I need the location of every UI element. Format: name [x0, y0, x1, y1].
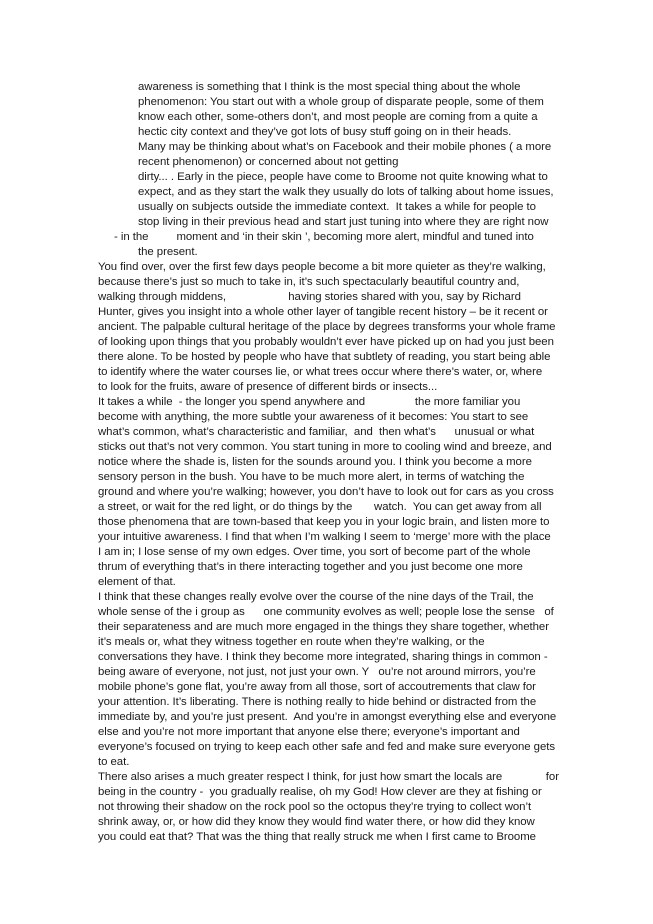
- text-line: a street, or wait for the red light, or do things by the watch. You can get away from all: [98, 501, 542, 513]
- text-line: stop living in their previous head and start just tuning into where they are right now: [138, 216, 549, 228]
- text-line: sensory person in the bush. You have to be much more alert, in terms of watching the: [98, 471, 525, 483]
- text-line: hectic city context and they’ve got lots of busy stuff going on in their heads.: [138, 126, 512, 138]
- text-line: being in the country - you gradually realise, oh my God! How clever are they at fishing or: [98, 786, 542, 798]
- text-line: notice where the shade is, listen for the sounds around you. I think you become a more: [98, 456, 532, 468]
- text-line: what’s common, what’s characteristic and familiar, and then what’s unusual or what: [98, 426, 535, 438]
- text-line: usually on subjects outside the immediate context. It takes a while for people to: [138, 201, 536, 213]
- text-line: thrum of everything that’s in there interacting together and you just become one more: [98, 561, 523, 573]
- text-line: because there’s just so much to take in, it’s such spectacularly beautiful country and,: [98, 276, 520, 288]
- text-line: become with anything, the more subtle your awareness of it becomes: You start to see: [98, 411, 529, 423]
- text-line: ancient. The palpable cultural heritage of the place by degrees transforms your whole frame: [98, 321, 556, 333]
- text-line: ground and where you’re walking; however, you don’t have to look out for cars as you cross: [98, 486, 554, 498]
- text-line: dirty... . Early in the piece, people have come to Broome not quite knowing what to: [138, 171, 548, 183]
- text-line: - in the moment and ‘in their skin ’, becoming more alert, mindful and tuned into: [114, 231, 534, 243]
- text-line: immediate by, and you’re just present. And you’re in amongst everything else and everyone: [98, 711, 557, 723]
- text-line: not throwing their shadow on the rock pool so the octopus they’re trying to collect won’t: [98, 801, 532, 813]
- text-line: Hunter, gives you insight into a whole other layer of tangible recent history – be it recent or: [98, 306, 548, 318]
- text-line: I am in; I lose sense of my own edges. Over time, you sort of become part of the whole: [98, 546, 531, 558]
- text-line: the present.: [138, 246, 198, 258]
- text-line: of looking upon things that you probably wouldn’t ever have picked up on had you just been: [98, 336, 554, 348]
- text-line: conversations they have. I think they become more integrated, sharing things in common -: [98, 651, 548, 663]
- text-line: it’s meals or, what they witness together en route when they’re walking, or the: [98, 636, 485, 648]
- text-line: to eat.: [98, 756, 130, 768]
- text-line: I think that these changes really evolve over the course of the nine days of the Trail, the: [98, 591, 534, 603]
- text-line: There also arises a much greater respect I think, for just how smart the locals are for: [98, 771, 559, 783]
- text-line: recent phenomenon) or concerned about not getting: [138, 156, 399, 168]
- text-line: to look for the fruits, aware of presence of different birds or insects...: [98, 381, 438, 393]
- text-line: there alone. To be hosted by people who have that subtlety of reading, you start being able: [98, 351, 551, 363]
- text-line: whole sense of the i group as one community evolves as well; people lose the sense of: [98, 606, 554, 618]
- text-line: You find over, over the first few days people become a bit more quieter as they’re walking,: [98, 261, 546, 273]
- text-line: their separateness and are much more engaged in the things they share together, whether: [98, 621, 549, 633]
- text-line: shrink away, or, or how did they know they would find water there, or how did they know: [98, 816, 535, 828]
- text-line: you could eat that? That was the thing that really struck me when I first came to Broome: [98, 831, 536, 843]
- text-line: to identify where the water courses lie, or what trees occur where there’s water, or, where: [98, 366, 543, 378]
- text-line: element of that.: [98, 576, 176, 588]
- text-line: else and you’re not more important that anyone else there; everyone’s important and: [98, 726, 520, 738]
- text-line: being aware of everyone, not just, not just your own. Y ou’re not around mirrors, you’re: [98, 666, 536, 678]
- text-line: everyone’s focused on trying to keep each other safe and fed and make sure everyone gets: [98, 741, 556, 753]
- text-line: those phenomena that are town-based that keep you in your logic brain, and listen more to: [98, 516, 550, 528]
- text-line: awareness is something that I think is the most special thing about the whole: [138, 81, 521, 93]
- text-line: mobile phone’s gone flat, you’re away from all those, sort of accoutrements that claw for: [98, 681, 536, 693]
- text-line: expect, and as they start the walk they usually do lots of talking about home issues,: [138, 186, 554, 198]
- text-line: phenomenon: You start out with a whole group of disparate people, some of them: [138, 96, 544, 108]
- text-line: Many may be thinking about what’s on Facebook and their mobile phones ( a more: [138, 141, 552, 153]
- text-line: know each other, some-others don’t, and most people are coming from a quite a: [138, 111, 538, 123]
- text-line: your intuitive awareness. I find that when I’m walking I seem to ‘merge’ more with the place: [98, 531, 551, 543]
- text-line: sticks out that’s not very common. You start tuning in more to cooling wind and breeze, and: [98, 441, 552, 453]
- text-line: It takes a while - the longer you spend anywhere and the more familiar you: [98, 396, 521, 408]
- text-line: your attention. It’s liberating. There is nothing really to hide behind or distracted from the: [98, 696, 537, 708]
- text-line: walking through middens, having stories shared with you, say by Richard: [98, 291, 521, 303]
